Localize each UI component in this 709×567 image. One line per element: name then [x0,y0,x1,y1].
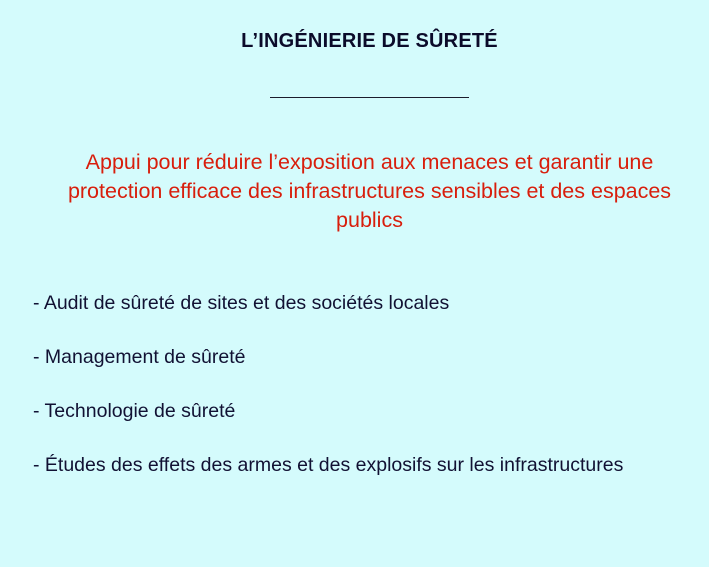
title-divider [270,97,469,98]
list-item-technology: - Technologie de sûreté [33,400,236,422]
list-item-studies: - Études des effets des armes et des explosifs sur les infrastructures [33,454,624,476]
list-item-audit: - Audit de sûreté de sites et des sociétés locales [33,292,450,314]
slide-title: L’INGÉNIERIE DE SÛRETÉ [241,30,498,52]
service-list [33,291,673,478]
list-item-management: - Management de sûreté [33,346,246,368]
slide-subtitle: Appui pour réduire l’exposition aux menaces et garantir une protection efficace des infrastructures sensibles et des espaces publics [67,150,672,232]
